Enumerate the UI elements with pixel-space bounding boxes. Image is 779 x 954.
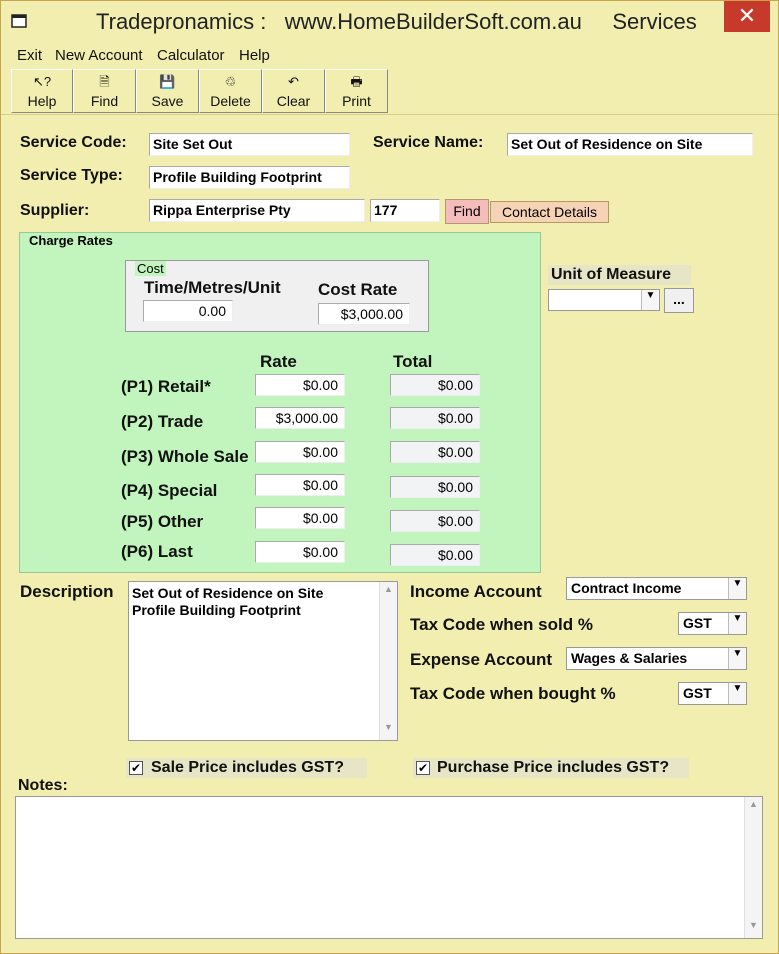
rate-input-p6[interactable]: $0.00 xyxy=(255,541,345,563)
cost-rate-label: Cost Rate xyxy=(318,280,398,299)
unit-of-measure-more-button[interactable]: ... xyxy=(664,288,694,313)
cost-group-title: Cost xyxy=(137,261,164,276)
supplier-input[interactable]: Rippa Enterprise Pty xyxy=(149,199,365,222)
expense-account-select[interactable] xyxy=(566,647,747,670)
undo-icon: ↶ xyxy=(288,74,299,89)
clear-button[interactable] xyxy=(262,69,325,113)
tax-code-bought-value: GST xyxy=(683,685,712,701)
time-metres-unit-input[interactable]: 0.00 xyxy=(143,300,233,322)
expense-account-label: Expense Account xyxy=(410,650,553,669)
scroll-up-icon[interactable]: ▲ xyxy=(749,799,758,809)
total-value-p6: $0.00 xyxy=(390,544,480,566)
menu-new-account[interactable]: New Account xyxy=(55,47,143,64)
price-row-label-p3: (P3) Whole Sale xyxy=(121,447,249,466)
service-type-label: Service Type: xyxy=(20,167,123,184)
save-button-label: Save xyxy=(151,93,184,109)
total-value-p3: $0.00 xyxy=(390,441,480,463)
sale-gst-checkbox[interactable]: ✔ xyxy=(130,761,142,775)
price-row-label-p2: (P2) Trade xyxy=(121,412,204,431)
service-code-input[interactable]: Site Set Out xyxy=(149,133,350,156)
help-button-label: Help xyxy=(27,93,57,109)
price-row-label-p4: (P4) Special xyxy=(121,481,218,500)
time-metres-unit-label: Time/Metres/Unit xyxy=(144,278,281,297)
tax-code-bought-select[interactable] xyxy=(678,682,747,705)
help-button[interactable] xyxy=(11,69,73,113)
unit-of-measure-label: Unit of Measure xyxy=(548,265,691,285)
purchase-gst-checkbox[interactable]: ✔ xyxy=(417,761,429,775)
print-button-label: Print xyxy=(342,93,371,109)
help-pointer-icon: ↖? xyxy=(32,74,52,89)
tax-code-bought-label: Tax Code when bought % xyxy=(410,684,616,703)
app-window-icon xyxy=(11,14,27,28)
service-code-label: Service Code: xyxy=(20,134,127,151)
menu-help[interactable]: Help xyxy=(239,47,270,64)
printer-icon: 🖶 xyxy=(350,74,363,89)
total-value-p1: $0.00 xyxy=(390,374,480,396)
price-row-label-p6: (P6) Last xyxy=(121,542,193,561)
clear-button-label: Clear xyxy=(276,93,311,109)
find-supplier-button[interactable]: Find xyxy=(445,199,489,224)
scroll-down-icon[interactable]: ▼ xyxy=(749,920,758,930)
scroll-down-icon[interactable]: ▼ xyxy=(384,722,393,732)
floppy-disk-icon: 💾 xyxy=(159,74,176,89)
service-type-input[interactable]: Profile Building Footprint xyxy=(149,166,350,189)
price-row-label-p1: (P1) Retail* xyxy=(121,377,211,396)
save-button[interactable] xyxy=(136,69,199,113)
recycle-bin-icon: ♲ xyxy=(224,74,237,89)
description-line-2: Profile Building Footprint xyxy=(132,602,301,618)
rate-input-p5[interactable]: $0.00 xyxy=(255,507,345,529)
rate-input-p3[interactable]: $0.00 xyxy=(255,441,345,463)
tax-code-sold-label: Tax Code when sold % xyxy=(410,615,593,634)
sale-gst-label: Sale Price includes GST? xyxy=(151,759,344,776)
description-textarea[interactable] xyxy=(128,581,398,741)
toolbar-divider xyxy=(1,114,778,115)
tax-code-sold-value: GST xyxy=(683,615,712,631)
rate-column-header: Rate xyxy=(260,352,297,371)
chevron-down-icon: ▼ xyxy=(641,290,659,310)
chevron-down-icon: ▼ xyxy=(728,683,746,704)
cost-rate-input[interactable]: $3,000.00 xyxy=(318,303,410,325)
chevron-down-icon: ▼ xyxy=(728,648,746,669)
income-account-value: Contract Income xyxy=(571,580,682,596)
scroll-up-icon[interactable]: ▲ xyxy=(384,584,393,594)
print-button[interactable] xyxy=(325,69,388,113)
rate-input-p1[interactable]: $0.00 xyxy=(255,374,345,396)
income-account-select[interactable] xyxy=(566,577,747,600)
menu-calculator[interactable]: Calculator xyxy=(157,47,225,64)
description-line-1: Set Out of Residence on Site xyxy=(132,585,324,601)
chevron-down-icon: ▼ xyxy=(728,578,746,599)
total-value-p5: $0.00 xyxy=(390,510,480,532)
charge-rates-title: Charge Rates xyxy=(29,233,113,248)
price-row-label-p5: (P5) Other xyxy=(121,512,204,531)
purchase-gst-label: Purchase Price includes GST? xyxy=(437,759,670,776)
unit-of-measure-select[interactable] xyxy=(548,289,660,311)
contact-details-button[interactable]: Contact Details xyxy=(490,201,609,223)
description-label: Description xyxy=(20,582,114,601)
find-document-icon: 🗎 xyxy=(99,74,110,89)
total-column-header: Total xyxy=(393,352,433,371)
window-title: Tradepronamics : www.HomeBuilderSoft.com.au Services xyxy=(96,9,697,34)
menu-exit[interactable]: Exit xyxy=(17,47,43,64)
notes-textarea[interactable] xyxy=(15,796,763,939)
supplier-label: Supplier: xyxy=(20,202,90,219)
income-account-label: Income Account xyxy=(410,582,542,601)
description-scrollbar[interactable] xyxy=(379,582,397,740)
total-value-p4: $0.00 xyxy=(390,476,480,498)
service-name-input[interactable]: Set Out of Residence on Site xyxy=(507,133,753,156)
expense-account-value: Wages & Salaries xyxy=(571,650,688,666)
supplier-id-input[interactable]: 177 xyxy=(370,199,440,222)
tax-code-sold-select[interactable] xyxy=(678,612,747,635)
menu-bar xyxy=(1,43,778,67)
close-button[interactable]: ✕ xyxy=(724,1,770,32)
rate-input-p2[interactable]: $3,000.00 xyxy=(255,407,345,429)
service-name-label: Service Name: xyxy=(373,134,484,151)
delete-button[interactable] xyxy=(199,69,262,113)
notes-scrollbar[interactable] xyxy=(744,797,762,938)
find-button[interactable] xyxy=(73,69,136,113)
delete-button-label: Delete xyxy=(210,93,251,109)
title-bar xyxy=(1,1,778,43)
find-button-label: Find xyxy=(90,93,119,109)
total-value-p2: $0.00 xyxy=(390,407,480,429)
chevron-down-icon: ▼ xyxy=(728,613,746,634)
notes-label: Notes: xyxy=(18,777,68,794)
rate-input-p4[interactable]: $0.00 xyxy=(255,474,345,496)
